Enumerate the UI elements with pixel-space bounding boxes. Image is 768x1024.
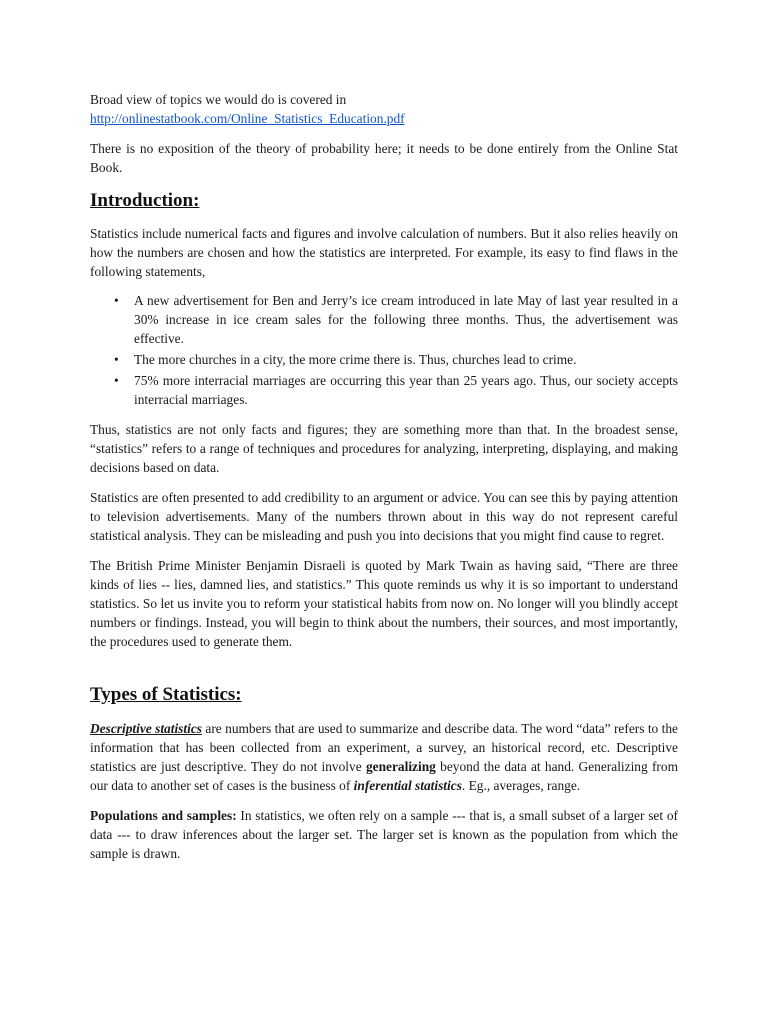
populations-samples-paragraph xyxy=(90,806,678,863)
onlinestatbook-link[interactable]: http://onlinestatbook.com/Online_Statistics_Education.pdf xyxy=(90,111,405,126)
generalizing-term: generalizing xyxy=(365,759,436,774)
list-item xyxy=(90,291,678,348)
document-page xyxy=(90,90,678,863)
list-item xyxy=(90,350,678,369)
types-of-statistics-heading: Types of Statistics: xyxy=(90,684,242,705)
list-item-text: The more churches in a city, the more crime there is. Thus, churches lead to crime. xyxy=(134,352,577,367)
descriptive-text-a: are numbers that are used to summarize and describe data. The word “data” refers to the information that has been collected from an experiment, a survey, an historical record, etc. Descriptive statistics are just descriptive. They do not involve xyxy=(90,721,678,774)
inferential-statistics-term: inferential statistics xyxy=(353,778,462,793)
populations-samples-text: In statistics, we often rely on a sample --- that is, a small subset of a larger set of data --- to draw inferences about the larger set. The larger set is known as the population from which the sample is drawn. xyxy=(90,808,678,861)
disraeli-paragraph: The British Prime Minister Benjamin Disraeli is quoted by Mark Twain as having said, “There are three kinds of lies -- lies, damned lies, and statistics.” This quote reminds us why it is so important to understand statistics. So let us invite you to reform your statistical habits from now on. No longer will you blindly accept numbers or findings. Instead, you will begin to think about the numbers, their sources, and most importantly, the procedures used to generate them. xyxy=(90,558,678,649)
descriptive-text-c: . Eg., averages, range. xyxy=(461,778,581,793)
bullet-icon: • xyxy=(114,352,119,367)
list-item-text: 75% more interracial marriages are occurring this year than 25 years ago. Thus, our society accepts interracial marriages. xyxy=(134,373,678,407)
credibility-paragraph: Statistics are often presented to add credibility to an argument or advice. You can see this by paying attention to television advertisements. Many of the numbers thrown about in this way do not represent careful statistical analysis. They can be misleading and push you into decisions that you might find cause to regret. xyxy=(90,490,678,543)
descriptive-statistics-paragraph xyxy=(90,719,678,795)
descriptive-statistics-term: Descriptive statistics xyxy=(90,721,202,736)
intro-paragraph: Statistics include numerical facts and figures and involve calculation of numbers. But it also relies heavily on how the numbers are chosen and how the statistics are interpreted. For example, its easy to find flaws in the following statements, xyxy=(90,226,678,279)
bullet-icon: • xyxy=(114,293,119,308)
descriptive-text-b: beyond the data at hand. Generalizing from our data to another set of cases is the business of xyxy=(90,759,678,793)
list-item-text: A new advertisement for Ben and Jerry’s ice cream introduced in late May of last year resulted in a 30% increase in ice cream sales for the following three months. Thus, the advertisement was effective. xyxy=(134,293,678,346)
intro-line xyxy=(90,90,678,128)
bullet-icon: • xyxy=(114,373,119,388)
introduction-heading: Introduction: xyxy=(90,190,200,211)
intro-note: There is no exposition of the theory of probability here; it needs to be done entirely from the Online Stat Book. xyxy=(90,141,678,175)
intro-text: Broad view of topics we would do is covered in xyxy=(90,92,347,107)
statistics-definition-paragraph: Thus, statistics are not only facts and figures; they are something more than that. In the broadest sense, “statistics” refers to a range of techniques and procedures for analyzing, interpreting, displaying, and making decisions based on data. xyxy=(90,422,678,475)
list-item xyxy=(90,371,678,409)
populations-samples-term: Populations and samples: xyxy=(90,808,237,823)
bullet-list xyxy=(90,291,678,409)
